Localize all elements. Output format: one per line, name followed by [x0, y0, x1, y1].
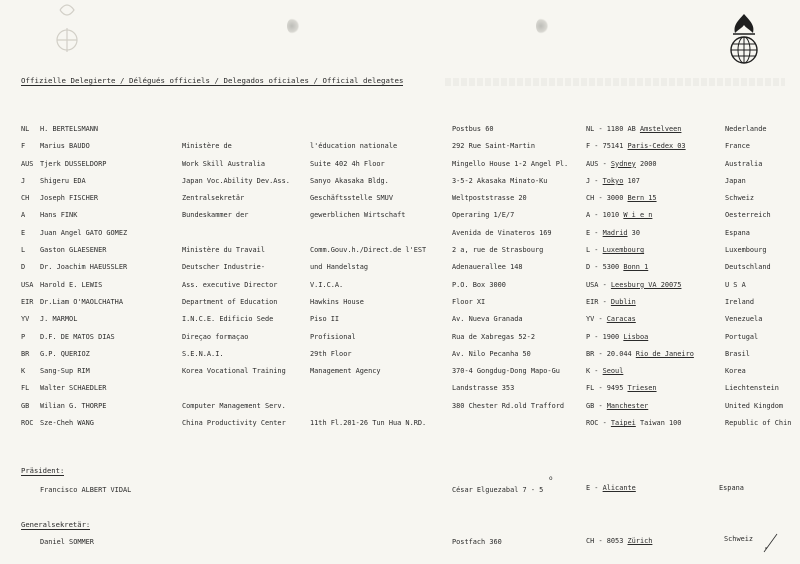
delegate-code: P	[21, 332, 26, 341]
delegate-address: Operaring 1/E/7	[452, 211, 515, 220]
delegate-row	[0, 174, 800, 191]
president-name: Francisco ALBERT VIDAL	[40, 486, 132, 494]
delegate-city	[586, 419, 681, 427]
delegate-name: Dr. Joachim HAEUSSLER	[40, 263, 128, 272]
delegate-address: 3-5-2 Akasaka Minato-Ku	[452, 176, 548, 185]
delegate-name: Sang-Sup RIM	[40, 367, 90, 376]
delegate-organization-detail: Piso II	[310, 315, 340, 324]
delegate-city-part: K -	[586, 367, 603, 376]
delegate-city-part: EIR -	[586, 297, 611, 306]
delegate-organization: Work Skill Australia	[182, 159, 265, 168]
delegate-city-part: F - 75141	[586, 142, 628, 151]
delegate-country: Nederlande	[725, 125, 767, 133]
delegate-address: Floor XI	[452, 297, 486, 306]
delegate-code: F	[21, 142, 26, 151]
delegate-city-part: YV -	[586, 315, 607, 324]
delegate-row	[0, 364, 800, 381]
delegate-organization: Zentralsekretär	[182, 194, 245, 203]
delegate-organization: Japan Voc.Ability Dev.Ass.	[182, 176, 290, 185]
delegate-organization-detail: 29th Floor	[310, 349, 352, 358]
delegate-row	[0, 122, 800, 139]
emblem-faded-icon	[52, 0, 82, 60]
delegate-address: Postbus 60	[452, 125, 494, 133]
delegate-name: Hans FINK	[40, 211, 78, 220]
delegate-address: Mingello House 1-2 Angel Pl.	[452, 159, 569, 168]
delegate-row	[0, 312, 800, 329]
delegate-city-name: Rio de Janeiro	[635, 349, 694, 358]
delegate-city-part: 30	[627, 228, 640, 237]
delegate-city	[586, 384, 657, 392]
delegate-row	[0, 381, 800, 398]
delegate-city	[586, 402, 648, 410]
delegate-country: Deutschland	[725, 263, 771, 272]
president-address: César Elguezabal 7 - 5 o	[452, 475, 553, 494]
delegate-country: United Kingdom	[725, 401, 784, 410]
delegate-code: K	[21, 367, 26, 376]
delegate-city-part: AUS -	[586, 159, 611, 168]
delegate-organization-detail: V.I.C.A.	[310, 280, 344, 289]
delegate-organization-detail: Hawkins House	[310, 297, 364, 306]
delegate-city-part: J -	[586, 176, 603, 185]
delegate-organization-detail: gewerblichen Wirtschaft	[310, 211, 406, 220]
delegate-country: Japan	[725, 176, 746, 185]
delegate-country: U S A	[725, 280, 746, 289]
delegate-city-name: W i e n	[623, 211, 653, 220]
delegate-code: L	[21, 246, 26, 255]
delegate-name: D.F. DE MATOS DIAS	[40, 332, 115, 341]
delegate-organization-detail: Suite 402 4h Floor	[310, 159, 385, 168]
pen-mark-icon	[761, 532, 779, 554]
delegate-organization-detail: und Handelstag	[310, 263, 369, 272]
delegate-country: Korea	[725, 367, 746, 376]
delegate-city-part: USA -	[586, 280, 611, 289]
delegate-city-part: L -	[586, 246, 603, 255]
delegate-address: Adenauerallee 148	[452, 263, 523, 272]
delegate-city	[586, 350, 694, 358]
delegate-row	[0, 295, 800, 312]
delegate-address: Av. Nueva Granada	[452, 315, 523, 324]
delegate-code: A	[21, 211, 26, 220]
delegate-row	[0, 260, 800, 277]
delegate-row	[0, 399, 800, 416]
delegate-organization-detail: Management Agency	[310, 367, 381, 376]
delegate-organization: China Productivity Center	[182, 419, 286, 428]
secretary-label: Generalsekretär:	[21, 520, 91, 529]
delegate-organization: Ministère du Travail	[182, 246, 265, 255]
delegate-city-name: Taipei	[610, 419, 636, 428]
delegate-name: Dr.Liam O'MAOLCHATHA	[40, 297, 123, 306]
delegate-organization-detail: Sanyo Akasaka Bldg.	[310, 176, 389, 185]
delegate-city	[586, 229, 640, 237]
delegate-city-part: BR - 20.044	[586, 349, 636, 358]
delegate-name: Tjerk DUSSELDORP	[40, 159, 107, 168]
delegate-address: Weltpoststrasse 20	[452, 194, 527, 203]
delegate-city-name: Manchester	[606, 401, 649, 410]
delegate-city	[586, 333, 648, 341]
delegate-address: 370-4 Gongdug-Dong Mapo-Gu	[452, 367, 560, 376]
delegate-organization-detail: Geschäftsstelle SMUV	[310, 194, 393, 203]
delegate-city-part: Taiwan 100	[635, 419, 682, 428]
delegate-country: Oesterreich	[725, 211, 771, 220]
secretary-country: Schweiz	[724, 535, 754, 543]
president-city: E - Alicante	[586, 484, 636, 492]
delegate-code: AUS	[21, 159, 34, 168]
delegate-row	[0, 139, 800, 156]
delegate-row	[0, 278, 800, 295]
delegate-organization: Computer Management Serv.	[182, 401, 286, 410]
delegate-country: Australia	[725, 159, 763, 168]
delegate-city-part: P - 1900	[586, 332, 624, 341]
delegate-code: ROC	[21, 419, 34, 428]
delegate-city	[586, 246, 644, 254]
delegate-city-name: Luxembourg	[602, 246, 645, 255]
delegate-address: P.O. Box 3000	[452, 280, 506, 289]
punch-hole-left	[287, 18, 299, 34]
delegate-city-part: NL - 1180 AB	[586, 125, 640, 133]
delegate-name: Sze-Cheh WANG	[40, 419, 94, 428]
bleed-through-text	[445, 78, 785, 86]
delegate-organization: Ass. executive Director	[182, 280, 278, 289]
delegate-organization-detail: Profisional	[310, 332, 356, 341]
delegate-city-part: CH - 3000	[586, 194, 628, 203]
delegate-organization: Direçao formaçao	[182, 332, 249, 341]
delegate-name: Wilian G. THORPE	[40, 401, 107, 410]
delegate-city-name: Triesen	[627, 384, 657, 393]
delegate-row	[0, 226, 800, 243]
delegate-address: 2 a, rue de Strasbourg	[452, 246, 544, 255]
secretary-address: Postfach 360	[452, 538, 502, 546]
delegate-city-part: FL - 9495	[586, 384, 628, 393]
delegate-address: 380 Chester Rd.old Trafford	[452, 401, 565, 410]
delegate-city	[586, 142, 686, 150]
delegate-city-part: A - 1010	[586, 211, 624, 220]
delegate-organization: I.N.C.E. Edificio Sede	[182, 315, 274, 324]
delegate-organization: Bundeskammer der	[182, 211, 249, 220]
delegate-country: Luxembourg	[725, 246, 767, 255]
delegate-organization: S.E.N.A.I.	[182, 349, 224, 358]
delegate-city	[586, 194, 657, 202]
delegate-city	[586, 177, 640, 185]
delegate-address: Av. Nilo Pecanha 50	[452, 349, 531, 358]
delegate-city-name: Sydney	[610, 159, 636, 168]
delegate-name: Gaston GLAESENER	[40, 246, 107, 255]
delegate-organization: Korea Vocational Training	[182, 367, 286, 376]
delegate-country: Liechtenstein	[725, 384, 779, 393]
president-label: Präsident:	[21, 466, 65, 475]
delegate-country: Ireland	[725, 297, 755, 306]
delegate-city-name: Caracas	[606, 315, 636, 324]
delegate-code: NL	[21, 125, 30, 133]
delegate-city-part: D - 5300	[586, 263, 624, 272]
delegate-city	[586, 211, 652, 219]
delegate-code: BR	[21, 349, 30, 358]
secretary-name: Daniel SOMMER	[40, 538, 94, 546]
delegate-city	[586, 160, 657, 168]
delegate-name: J. MARMOL	[40, 315, 78, 324]
delegate-name: H. BERTELSMANN	[40, 125, 99, 133]
delegate-city-part: E -	[586, 228, 603, 237]
delegate-code: E	[21, 228, 26, 237]
delegate-country: Brasil	[725, 349, 750, 358]
delegate-city	[586, 298, 636, 306]
delegate-name: Marius BAUDO	[40, 142, 90, 151]
skills-emblem-icon	[727, 12, 761, 68]
delegate-name: Juan Angel GATO GOMEZ	[40, 228, 128, 237]
delegate-country: Republic of Chin	[725, 419, 792, 428]
delegate-city-name: Amstelveen	[639, 125, 682, 133]
delegate-row	[0, 243, 800, 260]
delegate-code: EIR	[21, 297, 34, 306]
delegate-city-name: Madrid	[602, 228, 628, 237]
delegate-organization-detail: l'éducation nationale	[310, 142, 398, 151]
delegate-country: Espana	[725, 228, 750, 237]
delegate-country: Portugal	[725, 332, 759, 341]
delegate-city	[586, 367, 623, 375]
delegate-city-name: Leesburg VA 20075	[610, 280, 682, 289]
delegate-address: Landstrasse 353	[452, 384, 515, 393]
delegate-city-part: ROC -	[586, 419, 611, 428]
delegate-name: Joseph FISCHER	[40, 194, 99, 203]
delegate-row	[0, 208, 800, 225]
delegate-city-name: Seoul	[602, 367, 624, 376]
delegate-city	[586, 125, 681, 133]
delegate-organization: Department of Education	[182, 297, 278, 306]
delegate-city	[586, 281, 681, 289]
delegate-name: Shigeru EDA	[40, 176, 86, 185]
delegates-table	[0, 122, 800, 433]
delegate-code: GB	[21, 401, 30, 410]
delegate-city-part: 2000	[635, 159, 657, 168]
delegate-code: J	[21, 176, 26, 185]
delegate-name: Walter SCHAEDLER	[40, 384, 107, 393]
delegate-country: Venezuela	[725, 315, 763, 324]
delegate-organization: Ministère de	[182, 142, 232, 151]
delegate-country: Schweiz	[725, 194, 755, 203]
delegate-name: Harold E. LEWIS	[40, 280, 103, 289]
delegate-code: CH	[21, 194, 30, 203]
punch-hole-right	[536, 18, 548, 34]
delegate-row	[0, 191, 800, 208]
delegate-organization-detail: 11th Fl.201-26 Tun Hua N.RD.	[310, 419, 427, 428]
delegate-city-part: 107	[623, 176, 640, 185]
delegate-city-name: Dublin	[610, 297, 636, 306]
delegate-country: France	[725, 142, 750, 151]
secretary-city: CH - 8053 Zürich	[586, 537, 653, 545]
delegate-city-name: Paris-Cedex 03	[627, 142, 686, 151]
delegate-name: G.P. QUERIOZ	[40, 349, 90, 358]
delegate-row	[0, 330, 800, 347]
delegate-city-name: Tokyo	[602, 176, 624, 185]
delegate-address: Rua de Xabregas 52-2	[452, 332, 535, 341]
delegate-address: 292 Rue Saint-Martin	[452, 142, 535, 151]
document-heading: Offizielle Delegierte / Délégués officiels / Delegados oficiales / Official delegates	[21, 76, 404, 85]
delegate-city	[586, 263, 648, 271]
delegate-code: D	[21, 263, 26, 272]
delegate-code: FL	[21, 384, 30, 393]
delegate-code: YV	[21, 315, 30, 324]
delegate-row	[0, 347, 800, 364]
delegate-city-name: Bern 15	[627, 194, 657, 203]
delegate-organization: Deutscher Industrie-	[182, 263, 265, 272]
delegate-city-part: GB -	[586, 401, 607, 410]
delegate-city	[586, 315, 636, 323]
delegate-city-name: Bonn 1	[623, 263, 649, 272]
delegate-address: Avenida de Vinateros 169	[452, 228, 552, 237]
delegate-city-name: Lisboa	[623, 332, 649, 341]
delegate-code: USA	[21, 280, 34, 289]
delegate-row	[0, 157, 800, 174]
delegate-row	[0, 416, 800, 433]
president-country: Espana	[719, 484, 744, 492]
delegate-organization-detail: Comm.Gouv.h./Direct.de l'EST	[310, 246, 427, 255]
